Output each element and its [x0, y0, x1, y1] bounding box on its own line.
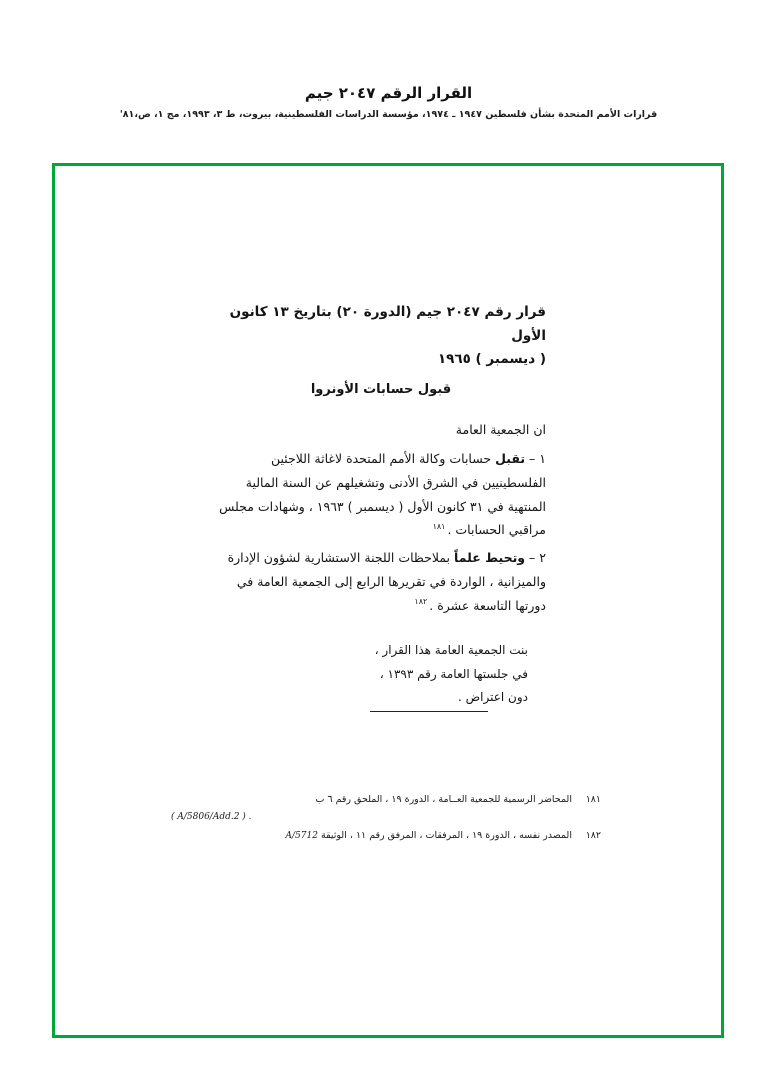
paragraph-1-number: ١ – [529, 451, 546, 467]
resolution-heading [216, 301, 546, 372]
footnote-181-number: ١٨١ [585, 794, 601, 805]
green-border-frame [52, 163, 724, 1038]
footnote-181-text: المحاضر الرسمية للجمعية العــامة ، الدورة ١٩ ، الملحق رقم ٦ ب [315, 794, 572, 805]
frame-inner [55, 166, 721, 1035]
footnote-181-continuation: ( A/5806/Add.2 ) . [171, 811, 252, 822]
closing-line-1: بنت الجمعية العامة هذا القرار ، [374, 643, 528, 658]
resolution-heading-line-2: ( ديسمبر ) ١٩٦٥ [437, 351, 546, 368]
source-citation: قرارات الأمم المتحدة بشأن فلسطين ١٩٤٧ ـ ١٩٧٤، مؤسسة الدراسات الفلسطينية، بيروت، ط ٣، ١٩٩٣، مج ١، ص،٨١' [119, 109, 658, 120]
footnote-182-text: المصدر نفسه ، الدورة ١٩ ، المرفقات ، المرفق رقم ١١ ، الوثيقة [320, 830, 572, 842]
resolution-subtitle: قبول حسابات الأونروا [310, 381, 452, 397]
paragraph-1-text: حسابات وكالة الأمم المتحدة لاغاثة اللاجئين الفلسطينيين في الشرق الأدنى وتشغيلهم عن السنة المالية المنتهية في ٣١ كانون الأول ( ديسمبر ) ١٩٦٣ ، وشهادات مجلس مراقبي الحسابات . [219, 451, 546, 538]
footnote-181 [171, 791, 601, 825]
resolution-paragraph-2 [216, 546, 546, 617]
paragraph-2-number: ٢ – [529, 550, 546, 566]
footnote-182-document: A/5712 [285, 831, 318, 842]
paragraph-1-footnote-ref: ١٨١ [432, 522, 446, 532]
paragraph-2-footnote-ref: ١٨٢ [414, 597, 428, 607]
resolution-intro: ان الجمعية العامة [455, 421, 546, 437]
document-header [0, 84, 777, 121]
resolution-heading-line-1: قرار رقم ٢٠٤٧ جيم (الدورة ٢٠) بتاريخ ١٣ كانون الأول [229, 304, 546, 344]
resolution-closing [216, 639, 528, 712]
footnotes-section [171, 791, 601, 847]
resolution-body [216, 301, 546, 712]
closing-divider [370, 711, 488, 712]
closing-line-3: دون اعتراض . [458, 690, 528, 705]
closing-line-2: في جلستها العامة رقم ١٣٩٣ ، [379, 666, 528, 681]
paragraph-2-lead: وتحيط علماً [454, 550, 526, 566]
paragraph-1-lead: تقبل [495, 451, 526, 467]
paragraph-2-text: بملاحظات اللجنة الاستشارية لشؤون الإدارة والميزانية ، الواردة في تقريرها الرابع إلى الجمعية العامة في دورتها التاسعة عشرة . [227, 550, 546, 613]
footnote-182-number: ١٨٢ [585, 830, 601, 842]
page-title: القرار الرقم ٢٠٤٧ جيم [304, 84, 473, 102]
resolution-paragraph-1 [216, 447, 546, 542]
footnote-182 [171, 827, 601, 845]
